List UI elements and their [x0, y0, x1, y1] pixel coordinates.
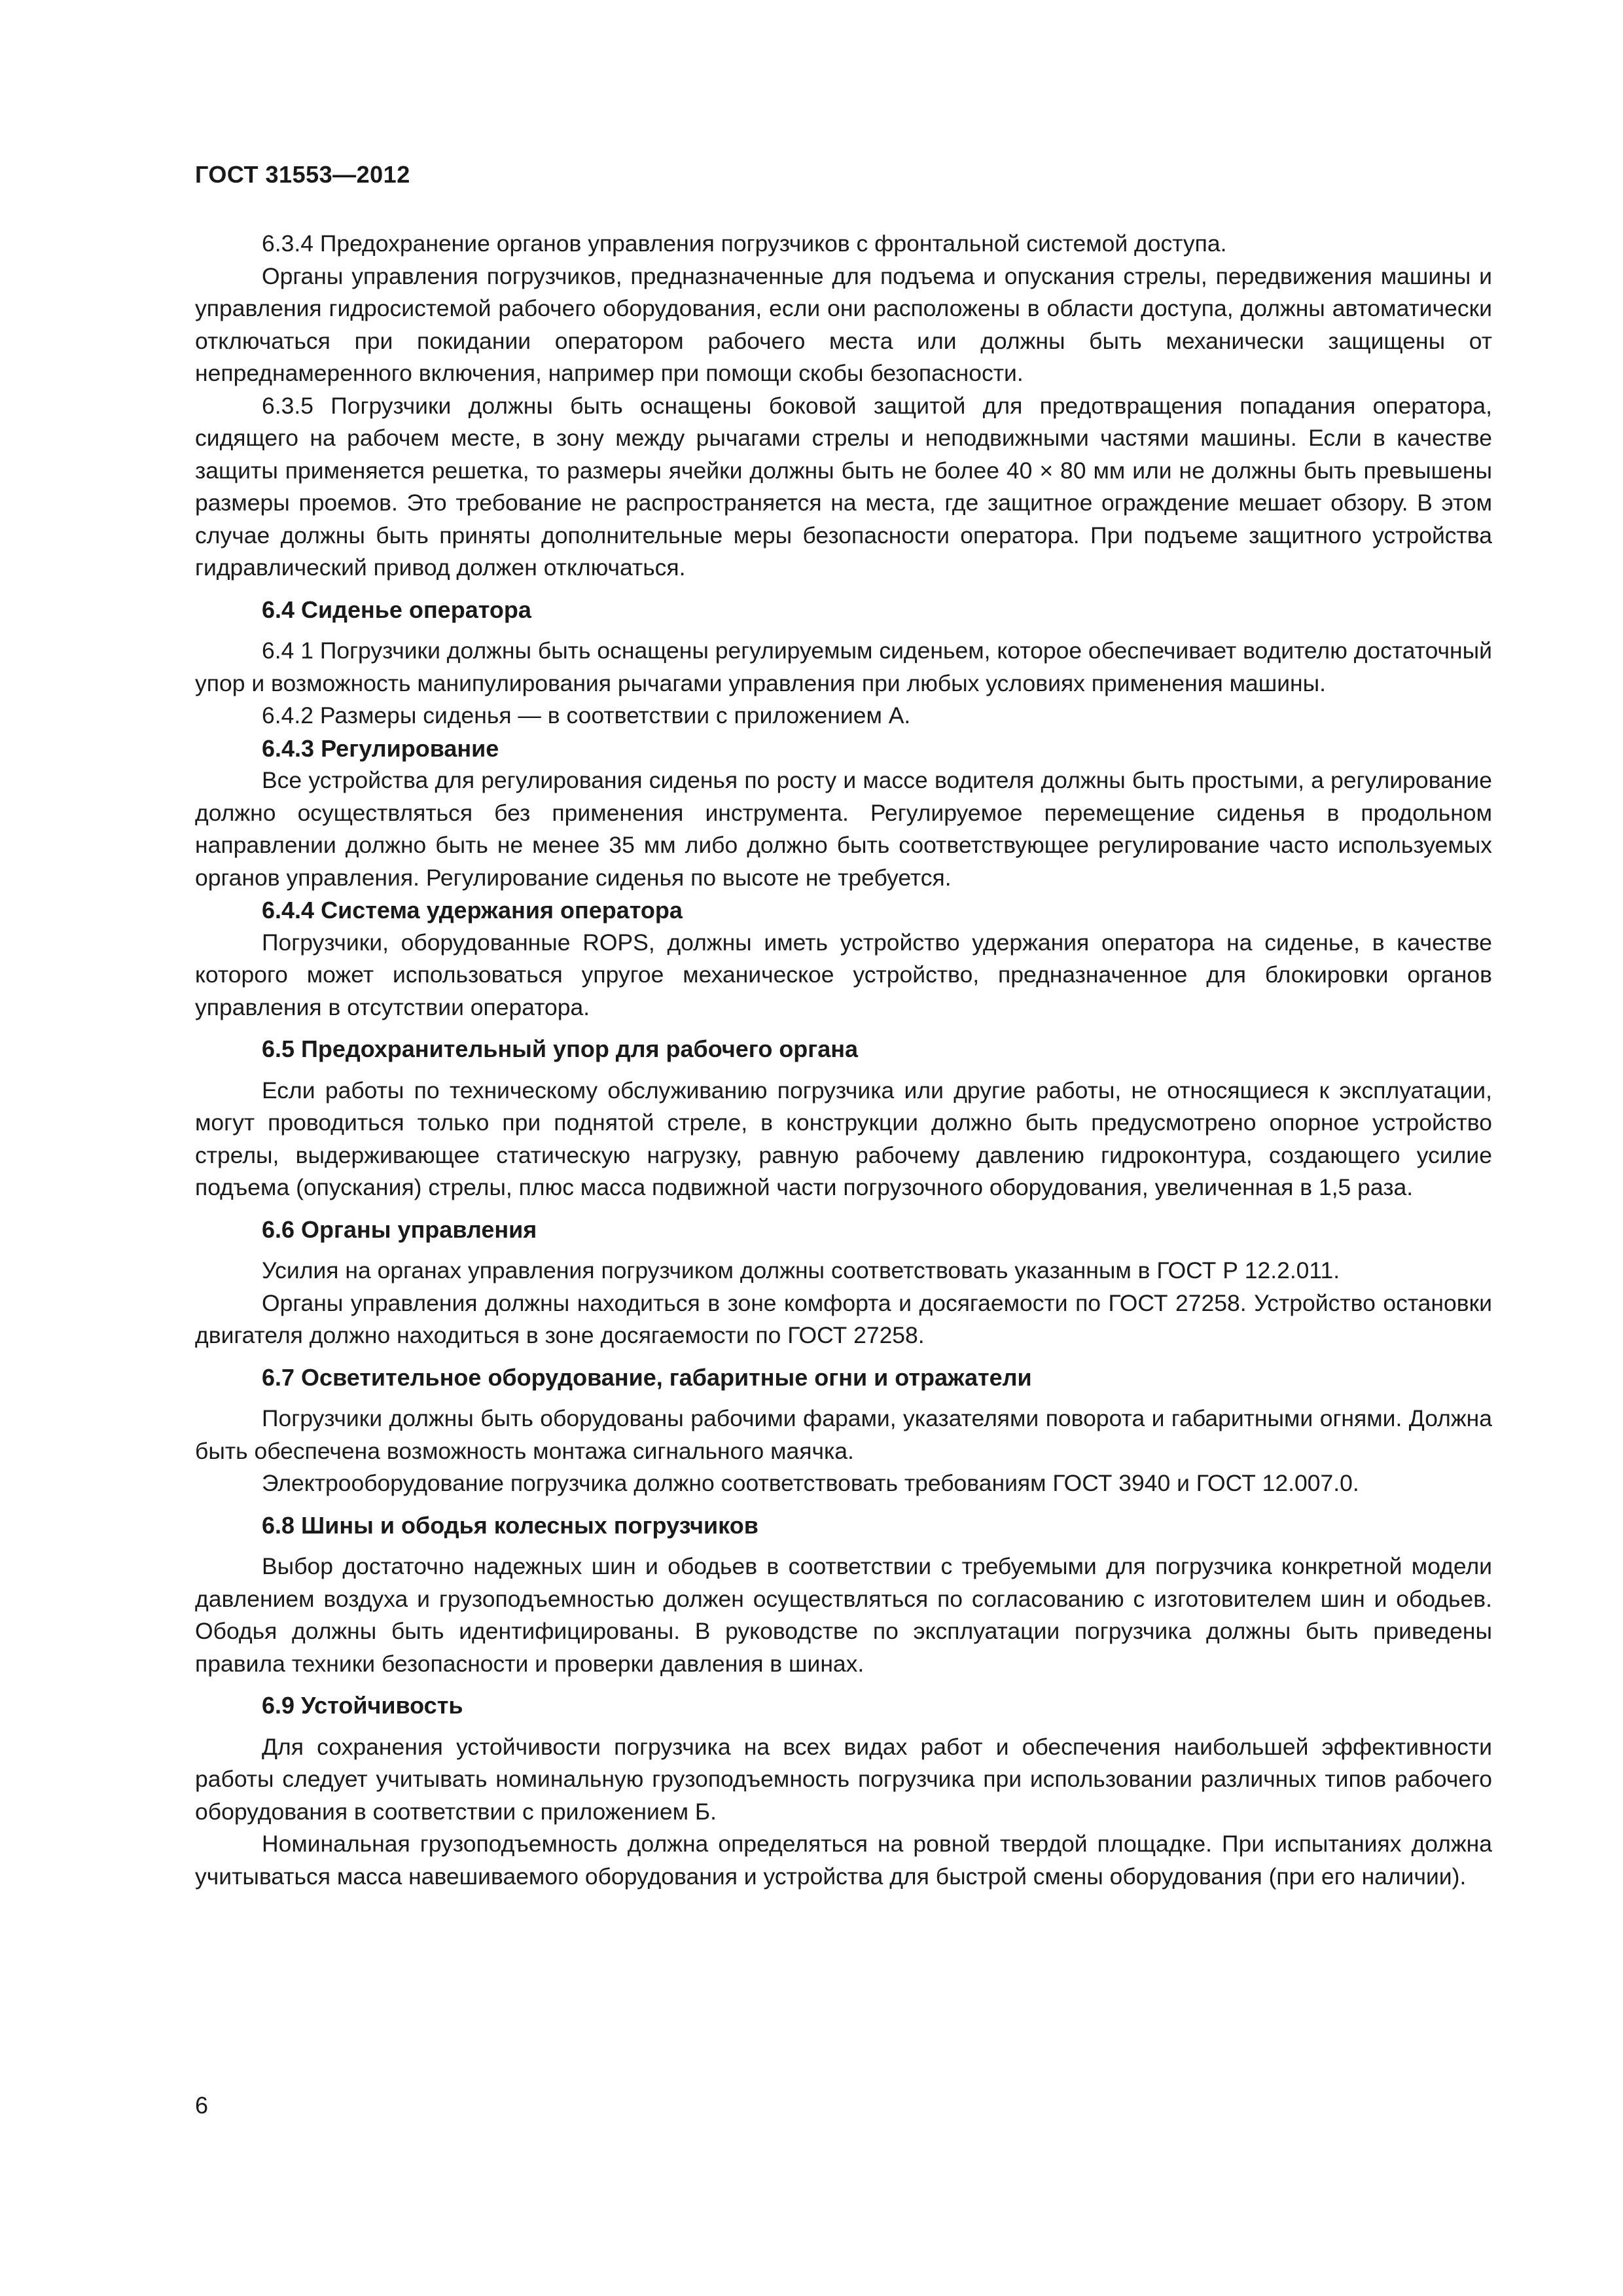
paragraph-6-6-b: Органы управления должны находиться в зоне комфорта и досягаемости по ГОСТ 27258. Устройство остановки двигателя должно находиться в зоне досягаемости по ГОСТ 27258. [195, 1289, 1492, 1348]
paragraph-6-9-a: Для сохранения устойчивости погрузчика на всех видах работ и обеспечения наибольшей эффективности работы следует учитывать номинальную грузоподъемность погрузчика при использовании различных типов рабочего оборудования в соответствии с приложением Б. [195, 1733, 1492, 1825]
standard-code-header: ГОСТ 31553—2012 [195, 161, 410, 188]
paragraph-6-3-5: 6.3.5 Погрузчики должны быть оснащены боковой защитой для предотвращения попадания оператора, сидящего на рабочем месте, в зону между рычагами стрелы и неподвижными частями машины. Если в качестве защиты применяется решетка, то размеры ячейки должны быть не более 40 × 80 мм или не должны быть превышены размеры проемов. Это требование не распространяется на места, где защитное ограждение мешает обзору. В этом случае должны быть приняты дополнительные меры безопасности оператора. При подъеме защитного устройства гидравлический привод должен отключаться. [195, 392, 1492, 581]
paragraph-6-5: Если работы по техническому обслуживанию погрузчика или другие работы, не относящиеся к эксплуатации, могут проводиться только при поднятой стреле, в конструкции должно быть предусмотрено опорное устройство стрелы, выдерживающее статическую нагрузку, равную рабочему давлению гидроконтура, создающего усилие подъема (опускания) стрелы, плюс масса подвижной части погрузочного оборудования, увеличенная в 1,5 раза. [195, 1077, 1492, 1200]
heading-6-4-4: 6.4.4 Система удержания оператора [262, 897, 683, 924]
paragraph-6-7-b: Электрооборудование погрузчика должно соответствовать требованиям ГОСТ 3940 и ГОСТ 12.007.0. [262, 1470, 1359, 1496]
paragraph-6-9-b: Номинальная грузоподъемность должна определяться на ровной твердой площадке. При испытаниях должна учитываться масса навешиваемого оборудования и устройства для быстрой смены оборудования (при его наличии). [195, 1831, 1492, 1890]
heading-6-4-3: 6.4.3 Регулирование [262, 734, 499, 762]
paragraph-6-4-3: Все устройства для регулирования сиденья по росту и массе водителя должны быть простыми, а регулирование должно осуществляться без применения инструмента. Регулируемое перемещение сиденья в продольном направлении должно быть не менее 35 мм либо должно быть соответствующее регулирование часто используемых органов управления. Регулирование сиденья по высоте не требуется. [195, 767, 1492, 891]
paragraph-6-7-a: Погрузчики должны быть оборудованы рабочими фарами, указателями поворота и габаритными огнями. Должна быть обеспечена возможность монтажа сигнального маячка. [195, 1405, 1492, 1464]
paragraph-6-3-4-text: Органы управления погрузчиков, предназначенные для подъема и опускания стрелы, передвижения машины и управления гидросистемой рабочего оборудования, если они расположены в области доступа, должны автоматически отключаться при покидании оператором рабочего места или должны быть механически защищены от непреднамеренного включения, например при помощи скобы безопасности. [195, 262, 1492, 386]
heading-6-7: 6.7 Осветительное оборудование, габаритные огни и отражатели [262, 1363, 1032, 1391]
heading-6-4: 6.4 Сиденье оператора [262, 596, 531, 623]
heading-6-6: 6.6 Органы управления [262, 1215, 537, 1243]
paragraph-6-6-a: Усилия на органах управления погрузчиком должны соответствовать указанным в ГОСТ Р 12.2.011. [262, 1257, 1340, 1283]
heading-6-5: 6.5 Предохранительный упор для рабочего органа [262, 1035, 859, 1062]
page-number: 6 [195, 2092, 209, 2119]
paragraph-6-4-2: 6.4.2 Размеры сиденья — в соответствии с приложением А. [262, 702, 911, 728]
paragraph-6-8: Выбор достаточно надежных шин и ободьев в соответствии с требуемыми для погрузчика конкретной модели давлением воздуха и грузоподъемностью должен осуществляться по согласованию с изготовителем шин и ободьев. Ободья должны быть идентифицированы. В руководстве по эксплуатации погрузчика должны быть приведены правила техники безопасности и проверки давления в шинах. [195, 1553, 1492, 1677]
heading-6-9: 6.9 Устойчивость [262, 1692, 463, 1719]
paragraph-6-4-4: Погрузчики, оборудованные ROPS, должны иметь устройство удержания оператора на сиденье, в качестве которого может использоваться упругое механическое устройство, предназначенное для блокировки органов управления в отсутствии оператора. [195, 929, 1492, 1020]
document-body [195, 228, 1492, 1893]
paragraph-6-4-1: 6.4 1 Погрузчики должны быть оснащены регулируемым сиденьем, которое обеспечивает водителю достаточный упор и возможность манипулирования рычагами управления при любых условиях применения машины. [195, 637, 1492, 696]
paragraph-6-3-4-title: 6.3.4 Предохранение органов управления погрузчиков с фронтальной системой доступа. [262, 230, 1227, 257]
heading-6-8: 6.8 Шины и ободья колесных погрузчиков [262, 1511, 758, 1539]
